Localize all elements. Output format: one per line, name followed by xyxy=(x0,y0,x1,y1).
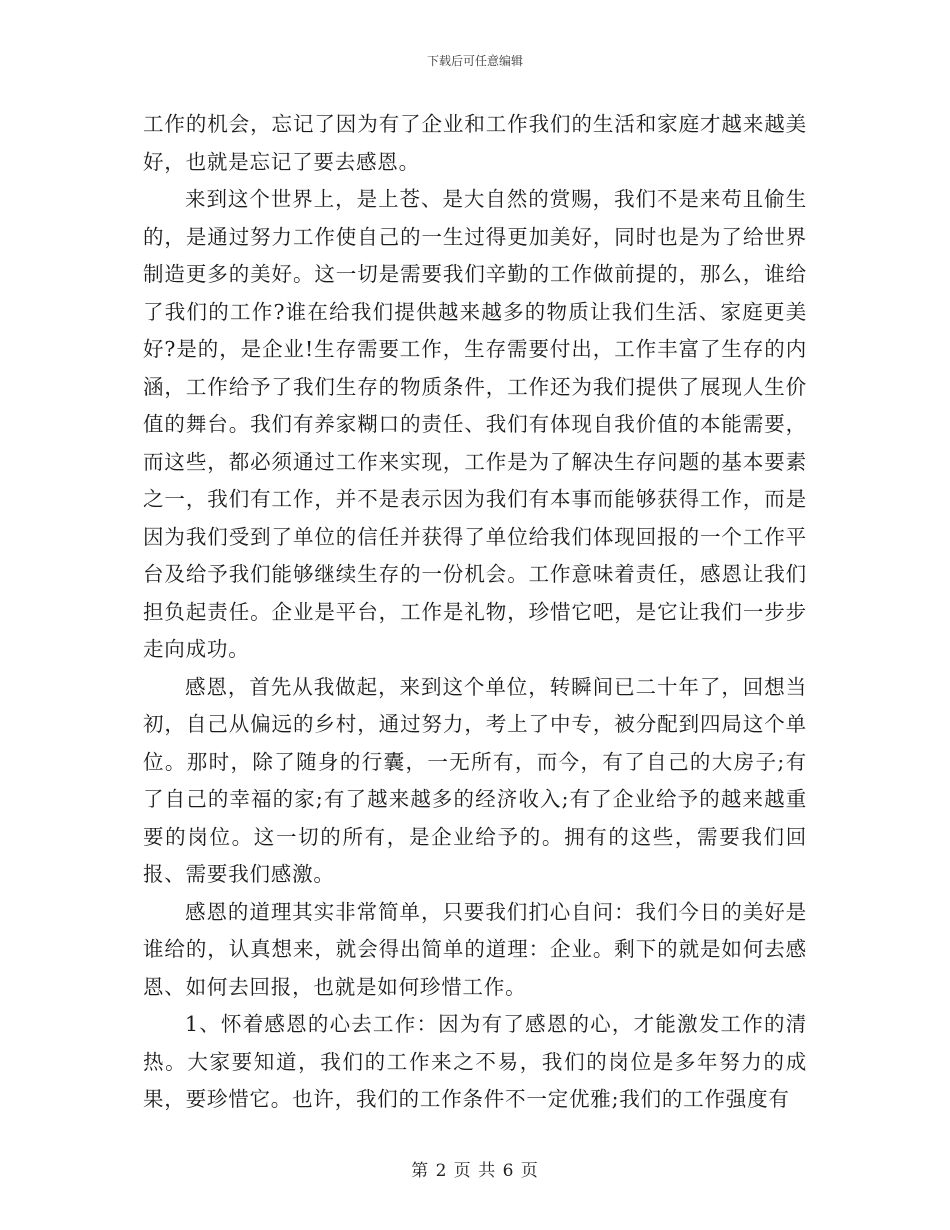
paragraph-1: 工作的机会，忘记了因为有了企业和工作我们的生活和家庭才越来越美好，也就是忘记了要去感恩。 xyxy=(143,112,807,174)
page-footer: 第 2 页 共 6 页 xyxy=(411,1161,539,1181)
paragraph-4: 感恩的道理其实非常简单，只要我们扪心自问：我们今日的美好是谁给的，认真想来，就会得出简单的道理：企业。剩下的就是如何去感恩、如何去回报，也就是如何珍惜工作。 xyxy=(143,899,807,999)
paragraph-5: 1、怀着感恩的心去工作：因为有了感恩的心，才能激发工作的清热。大家要知道，我们的工作来之不易，我们的岗位是多年努力的成果，要珍惜它。也许，我们的工作条件不一定优雅;我们的工作强度有 xyxy=(143,1012,807,1111)
page-header: 下载后可任意编辑 xyxy=(426,54,523,68)
paragraph-2: 来到这个世界上，是上苍、是大自然的赏赐，我们不是来苟且偷生的，是通过努力工作使自己的一生过得更加美好，同时也是为了给世界制造更多的美好。这一切是需要我们辛勤的工作做前提的，那么，谁给了我们的工作?谁在给我们提供越来越多的物质让我们生活、家庭更美好?是的，是企业!生存需要工作，生存需要付出，工作丰富了生存的内涵，工作给予了我们生存的物质条件，工作还为我们提供了展现人生价值的舞台。我们有养家糊口的责任、我们有体现自我价值的本能需要，而这些，都必须通过工作来实现，工作是为了解决生存问题的基本要素之一，我们有工作，并不是表示因为我们有本事而能够获得工作，而是因为我们受到了单位的信任并获得了单位给我们体现回报的一个工作平台及给予我们能够继续生存的一份机会。工作意味着责任，感恩让我们担负起责任。企业是平台，工作是礼物，珍惜它吧，是它让我们一步步走向成功。 xyxy=(143,187,807,661)
document-body xyxy=(143,106,807,1119)
paragraph-3: 感恩，首先从我做起，来到这个单位，转瞬间已二十年了，回想当初，自己从偏远的乡村，通过努力，考上了中专，被分配到四局这个单位。那时，除了随身的行囊，一无所有，而今，有了自己的大房子;有了自己的幸福的家;有了越来越多的经济收入;有了企业给予的越来越重要的岗位。这一切的所有，是企业给予的。拥有的这些，需要我们回报、需要我们感激。 xyxy=(143,674,807,886)
